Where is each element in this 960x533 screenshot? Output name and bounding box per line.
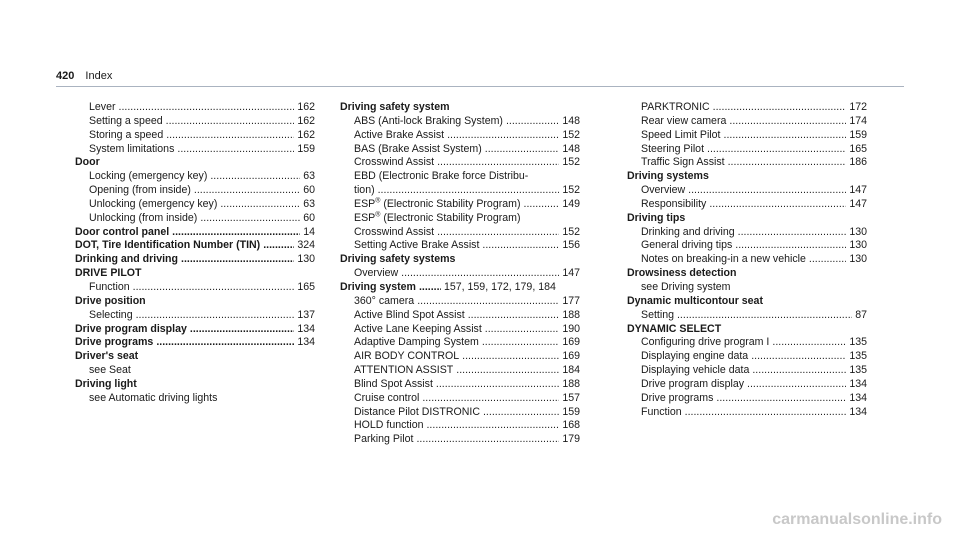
index-entry: Overview ..... 147 [340,267,580,281]
index-entry: PARKTRONIC ..... 172 [627,101,867,115]
index-entry: Parking Pilot ..... 179 [340,433,580,447]
index-heading: Door control panel ..... 14 [75,226,315,240]
index-entry: Active Brake Assist ..... 152 [340,129,580,143]
watermark: carmanualsonline.info [772,511,942,528]
index-heading: Drinking and driving ..... 130 [75,253,315,267]
index-entry: Setting ..... 87 [627,309,867,323]
index-entry: Unlocking (from inside) ..... 60 [75,212,315,226]
index-entry: Notes on breaking-in a new vehicle ..... 130 [627,253,867,267]
index-entry: HOLD function ..... 168 [340,419,580,433]
index-entry: General driving tips ..... 130 [627,239,867,253]
index-heading: DYNAMIC SELECT [627,322,722,335]
index-entry: Speed Limit Pilot ..... 159 [627,129,867,143]
index-entry: Selecting ..... 137 [75,309,315,323]
page-header [56,70,112,82]
index-heading: Door [75,156,100,169]
index-entry: 360° camera ..... 177 [340,295,580,309]
index-entry: Cruise control ..... 157 [340,392,580,406]
index-heading: Drowsiness detection [627,267,737,280]
index-heading: Driving safety systems [340,253,456,266]
index-heading: Driving systems [627,170,709,183]
index-entry: ESP® (Electronic Stability Program) ..... 149 [340,198,580,212]
index-entry: BAS (Brake Assist System) ..... 148 [340,143,580,157]
index-entry: Crosswind Assist ..... 152 [340,156,580,170]
index-heading: Driver's seat [75,350,139,363]
index-entry: Rear view camera ..... 174 [627,115,867,129]
index-entry: ESP® (Electronic Stability Program) [354,211,521,224]
index-heading: Dynamic multicontour seat [627,294,763,307]
index-entry: Drive programs ..... 134 [627,392,867,406]
index-heading: Driving light [75,377,137,390]
index-entry: ABS (Anti-lock Braking System) ..... 148 [340,115,580,129]
index-heading: Driving system ..... 157, 159, 172, 179, 184 [340,281,580,295]
section-title: Index [85,70,113,82]
index-entry: tion) ..... 152 [340,184,580,198]
see-reference: see Automatic driving lights [89,391,218,404]
index-heading: DOT, Tire Identification Number (TIN) ..... 324 [75,239,315,253]
index-entry: Drive program display ..... 134 [627,378,867,392]
index-column-3 [627,101,867,419]
index-entry: Displaying vehicle data ..... 135 [627,364,867,378]
index-entry: Responsibility ..... 147 [627,198,867,212]
index-heading: Drive program display ..... 134 [75,323,315,337]
index-entry: Storing a speed ..... 162 [75,129,315,143]
index-column-2 [340,101,580,447]
index-entry: Locking (emergency key) ..... 63 [75,170,315,184]
index-heading: Drive programs ..... 134 [75,336,315,350]
index-heading: DRIVE PILOT [75,267,142,280]
index-entry: ATTENTION ASSIST ..... 184 [340,364,580,378]
index-entry: Setting Active Brake Assist ..... 156 [340,239,580,253]
header-rule [56,86,904,87]
index-entry: Traffic Sign Assist ..... 186 [627,156,867,170]
index-entry: EBD (Electronic Brake force Distribu- [354,170,529,183]
index-entry: AIR BODY CONTROL ..... 169 [340,350,580,364]
index-entry: Unlocking (emergency key) ..... 63 [75,198,315,212]
index-column-1 [75,101,315,406]
index-entry: Displaying engine data ..... 135 [627,350,867,364]
index-entry: Opening (from inside) ..... 60 [75,184,315,198]
index-entry: Lever ..... 162 [75,101,315,115]
index-entry: Distance Pilot DISTRONIC ..... 159 [340,406,580,420]
index-entry: System limitations ..... 159 [75,143,315,157]
index-entry: Setting a speed ..... 162 [75,115,315,129]
index-heading: Driving safety system [340,101,450,113]
see-reference: see Seat [89,364,131,377]
index-entry: Steering Pilot ..... 165 [627,143,867,157]
index-entry: Drinking and driving ..... 130 [627,226,867,240]
index-entry: Configuring drive program I ..... 135 [627,336,867,350]
index-heading: Drive position [75,294,146,307]
index-entry: Function ..... 134 [627,406,867,420]
index-entry: Active Blind Spot Assist ..... 188 [340,309,580,323]
index-entry: Function ..... 165 [75,281,315,295]
page-number: 420 [56,70,75,82]
index-entry: Blind Spot Assist ..... 188 [340,378,580,392]
index-entry: Crosswind Assist ..... 152 [340,226,580,240]
index-entry: Adaptive Damping System ..... 169 [340,336,580,350]
index-entry: Active Lane Keeping Assist ..... 190 [340,323,580,337]
see-reference: see Driving system [641,280,731,293]
index-heading: Driving tips [627,211,686,224]
index-entry: Overview ..... 147 [627,184,867,198]
